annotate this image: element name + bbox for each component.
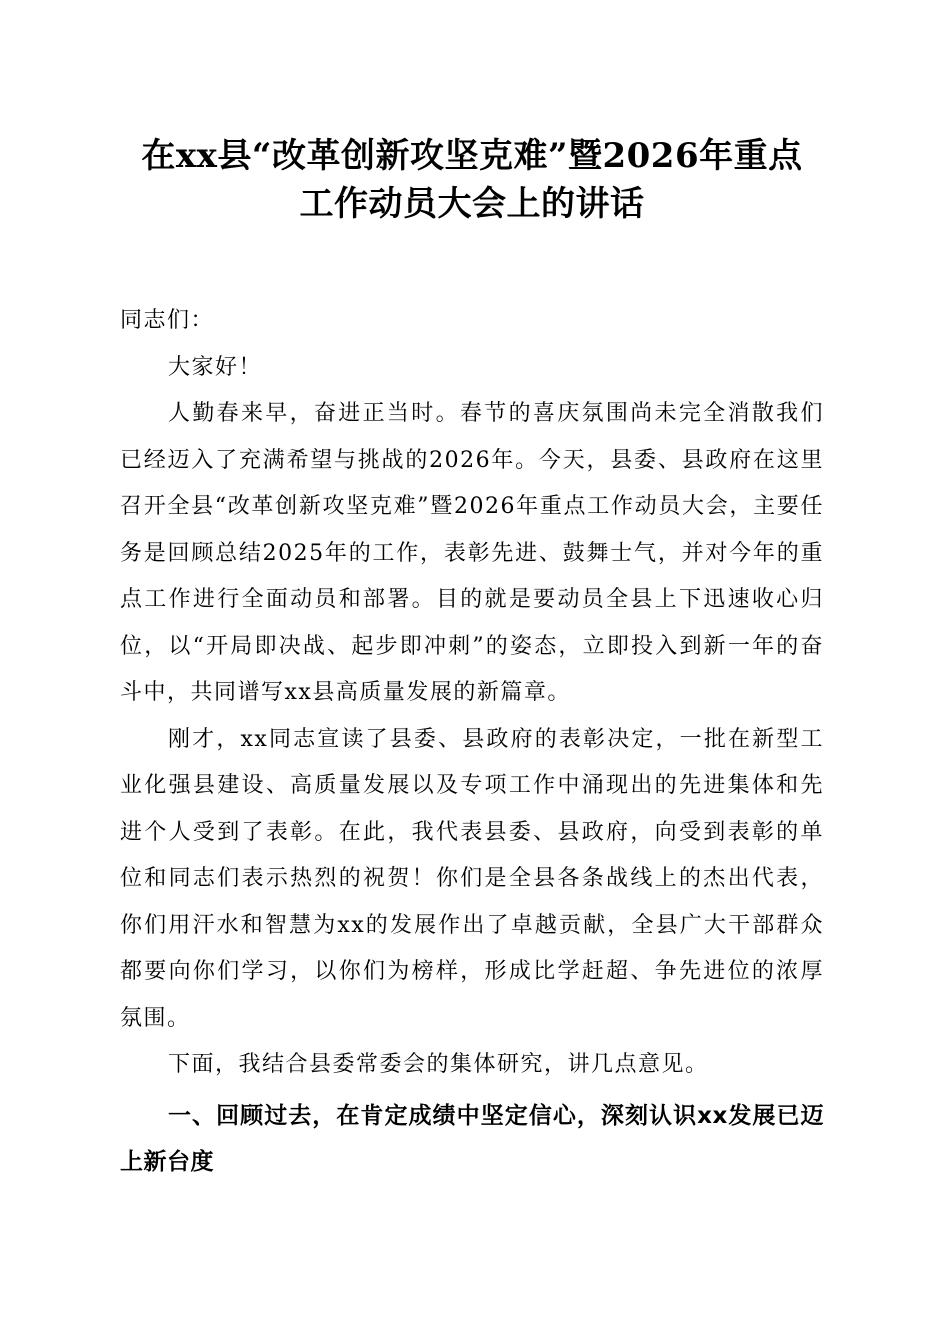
paragraph-opening: 人勤春来早，奋进正当时。春节的喜庆氛围尚未完全消散我们已经迈入了充满希望与挑战的2026年。今天，县委、县政府在这里召开全县“改革创新攻坚克难”暨2026年重点工作动员大会，主要任务是回顾总结2025年的工作，表彰先进、鼓舞士气，并对今年的重点工作进行全面动员和部署。目的就是要动员全县上下迅速收心归位，以“开局即决战、起步即冲刺”的姿态，立即投入到新一年的奋斗中，共同谱写xx县高质量发展的新篇章。 (120, 401, 824, 705)
paragraph-transition: 下面，我结合县委常委会的集体研究，讲几点意见。 (168, 1052, 709, 1077)
title-line-2: 工作动员大会上的讲话 (299, 184, 645, 224)
document-title (120, 132, 824, 228)
salutation: 同志们： (120, 308, 215, 333)
greeting: 大家好！ (168, 354, 263, 380)
section-heading-1: 一、回顾过去，在肯定成绩中坚定信心，深刻认识xx发展已迈上新台度 (120, 1102, 824, 1175)
document-body (120, 298, 824, 1185)
document-page (120, 132, 824, 1185)
title-line-1: 在xx县“改革创新攻坚克难”暨2026年重点 (141, 136, 803, 176)
paragraph-commendation: 刚才，xx同志宣读了县委、县政府的表彰决定，一批在新型工业化强县建设、高质量发展以及专项工作中涌现出的先进集体和先进个人受到了表彰。在此，我代表县委、县政府，向受到表彰的单位和同志们表示热烈的祝贺！你们是全县各条战线上的杰出代表，你们用汗水和智慧为xx的发展作出了卓越贡献，全县广大干部群众都要向你们学习，以你们为榜样，形成比学赶超、争先进位的浓厚氛围。 (120, 726, 824, 1031)
